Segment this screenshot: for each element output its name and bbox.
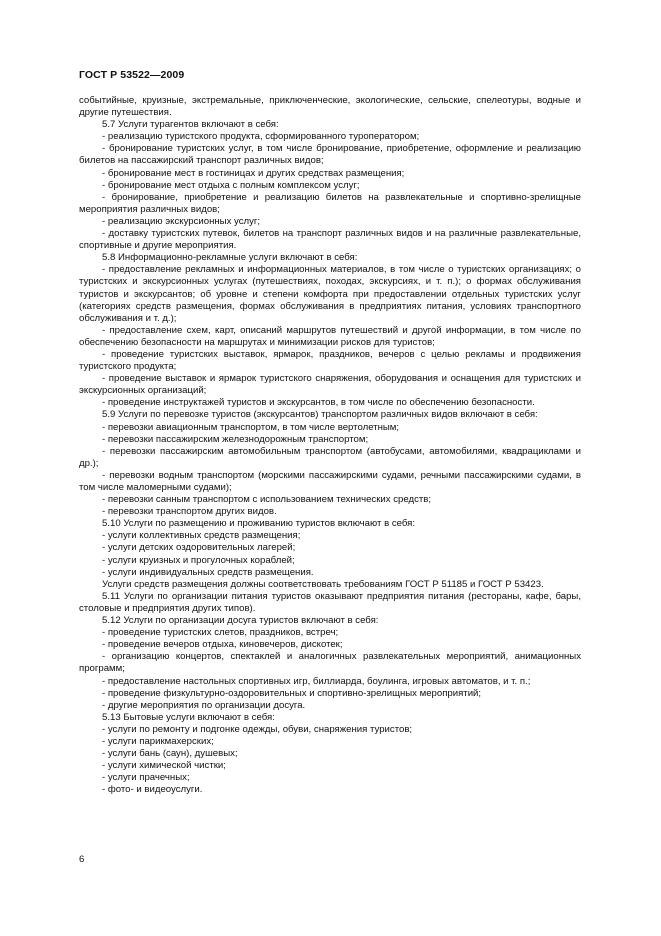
list-item: - услуги индивидуальных средств размещения.: [102, 566, 314, 578]
section-heading: 5.11 Услуги по организации питания туристов оказывают предприятия питания (рестораны, кафе, бары, столовые и предприятия других типов).: [79, 590, 581, 614]
list-item: - услуги парикмахерских;: [102, 735, 214, 747]
paragraph: Услуги средств размещения должны соответствовать требованиям ГОСТ Р 51185 и ГОСТ Р 53423.: [102, 578, 544, 590]
list-item: - перевозки водным транспортом (морскими пассажирскими судами, речными пассажирскими судами, в том числе маломерными судами);: [79, 469, 581, 493]
list-item: - реализацию экскурсионных услуг;: [102, 215, 261, 227]
list-item: - бронирование, приобретение и реализацию билетов на развлекательные и спортивно-зрелищные мероприятия различных видов;: [79, 191, 581, 215]
list-item: - перевозки пассажирским железнодорожным транспортом;: [102, 433, 369, 445]
list-item: - предоставление рекламных и информационных материалов, в том числе о туристских организациях; о туристских и экскурсионных услугах (путешествиях, походах, экскурсиях, и т. п.); о формах обслуживания туристов и экскурсантов; об уровне и степени комфорта при предоставлении отдельных туристских услуг (категориях средств размещения, формах обслуживания в предприятиях питания, условиях транспортного обслуживания и т. д.);: [79, 264, 581, 324]
document-header: ГОСТ Р 53522—2009: [79, 69, 185, 81]
list-item: - фото- и видеоуслуги.: [102, 784, 203, 796]
list-item: - проведение выставок и ярмарок туристского снаряжения, оборудования и оснащения для туристских и экскурсионных организаций;: [79, 373, 581, 397]
list-item: - проведение инструктажей туристов и экскурсантов, в том числе по обеспечению безопасности.: [102, 397, 535, 409]
list-item: - проведение туристских слетов, праздников, встреч;: [102, 627, 339, 639]
list-item: - бронирование туристских услуг, в том числе бронирование, приобретение, оформление и реализацию билетов на пассажирский транспорт различных видов;: [79, 143, 581, 167]
section-heading: 5.10 Услуги по размещению и проживанию туристов включают в себя:: [102, 518, 415, 530]
list-item: - услуги прачечных;: [102, 772, 190, 784]
list-item: - предоставление настольных спортивных игр, биллиарда, боулинга, игровых автоматов, и т. п.;: [102, 675, 531, 687]
list-item: - проведение вечеров отдыха, киновечеров, дискотек;: [102, 639, 343, 651]
list-item: - доставку туристских путевок, билетов на транспорт различных видов и на различные развлекательные, спортивные и другие мероприятия.: [79, 228, 581, 252]
list-item: - другие мероприятия по организации досуга.: [102, 699, 306, 711]
document-body: [79, 95, 581, 796]
section-heading: 5.7 Услуги турагентов включают в себя:: [102, 119, 279, 131]
list-item: - услуги химической чистки;: [102, 760, 226, 772]
list-item: - перевозки авиационным транспортом, в том числе вертолетным;: [102, 421, 400, 433]
list-item: - услуги круизных и прогулочных кораблей;: [102, 554, 295, 566]
list-item: - услуги по ремонту и подгонке одежды, обуви, снаряжения туристов;: [102, 723, 413, 735]
section-heading: 5.13 Бытовые услуги включают в себя:: [102, 711, 275, 723]
list-item: - перевозки санным транспортом с использованием технических средств;: [102, 494, 432, 506]
list-item: - проведение физкультурно-оздоровительных и спортивно-зрелищных мероприятий;: [102, 687, 482, 699]
list-item: - бронирование мест в гостиницах и других средствах размещения;: [102, 167, 405, 179]
list-item: - предоставление схем, карт, описаний маршрутов путешествий и другой информации, в том числе по обеспечению безопасности на маршрутах и минимизации рисков для туристов;: [79, 324, 581, 348]
section-heading: 5.8 Информационно-рекламные услуги включают в себя:: [102, 252, 358, 264]
list-item: - реализацию туристского продукта, сформированного туроператором;: [102, 131, 420, 143]
section-heading: 5.12 Услуги по организации досуга туристов включают в себя:: [102, 615, 379, 627]
section-heading: 5.9 Услуги по перевозке туристов (экскурсантов) транспортом различных видов включают в себя:: [102, 409, 538, 421]
list-item: - бронирование мест отдыха с полным комплексом услуг;: [102, 179, 360, 191]
list-item: - услуги бань (саун), душевых;: [102, 748, 238, 760]
list-item: - перевозки пассажирским автомобильным транспортом (автобусами, автомобилями, квадрациклами и др.);: [79, 445, 581, 469]
page-number: 6: [79, 854, 85, 865]
list-item: - проведение туристских выставок, ярмарок, праздников, вечеров с целью рекламы и продвижения туристского продукта;: [79, 348, 581, 373]
paragraph: событийные, круизные, экстремальные, приключенческие, экологические, сельские, спелеотуры, водные и другие путешествия.: [79, 95, 581, 119]
list-item: - организацию концертов, спектаклей и аналогичных развлекательных мероприятий, анимационных программ;: [79, 651, 581, 675]
list-item: - услуги коллективных средств размещения;: [102, 530, 301, 542]
list-item: - перевозки транспортом других видов.: [102, 506, 277, 518]
list-item: - услуги детских оздоровительных лагерей;: [102, 542, 296, 554]
